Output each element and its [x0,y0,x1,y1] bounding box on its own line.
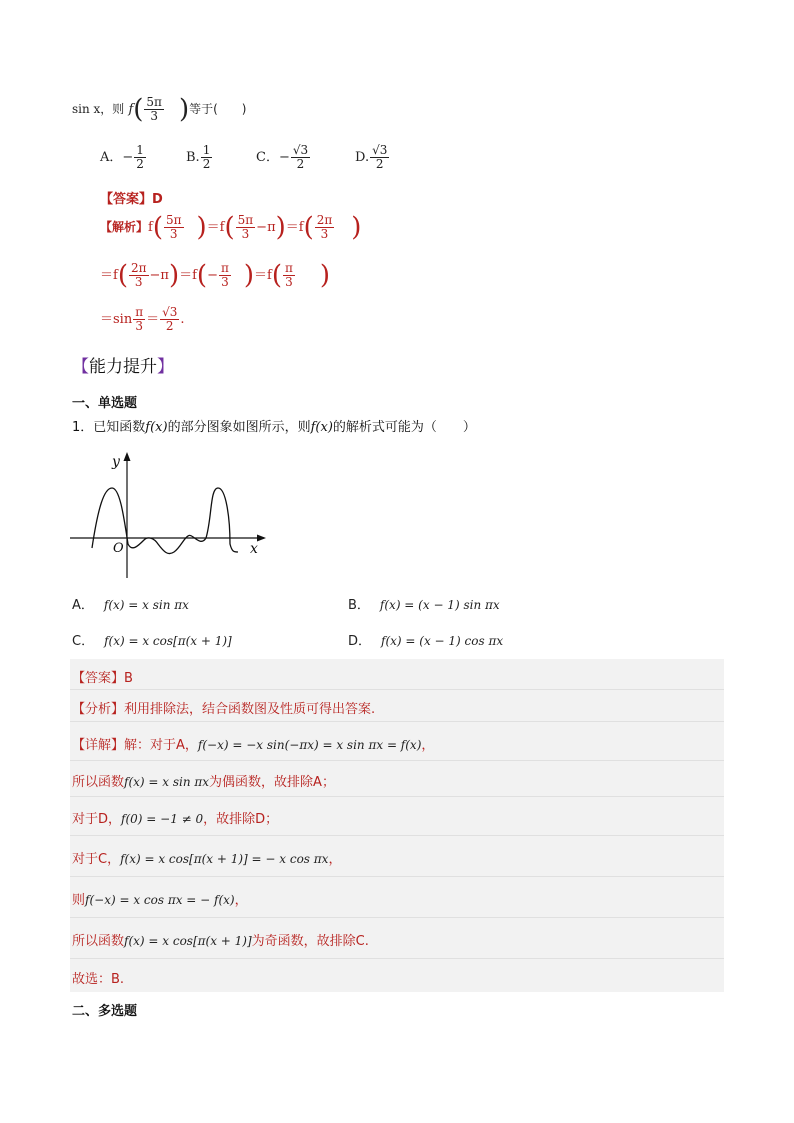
q1-option-b[interactable]: B． f(x) = (x − 1) sin πx [348,598,500,613]
q0-analysis-line-1: 【解析】f( $\frac{5\pi}{3}$ )＝f( $\frac{5\pi}{3}$ −π)＝f( $\frac{2\pi}{3}$ ) [100,212,362,243]
subsection-multiple-choice: 二、多选题 [72,1004,138,1019]
divider [70,876,724,877]
solution-detail-6: 所以函数f(x) = x cos[π(x + 1)]为奇函数，故排除C. [72,934,369,949]
q0-option-d[interactable]: D. $\frac{√3}{2}$ [355,143,388,172]
q1-option-a[interactable]: A． f(x) = x sin πx [72,598,189,613]
frac: $\frac{5\pi}{3}$ [146,95,162,124]
solution-detail-5: 则f(−x) = x cos πx = − f(x)， [72,893,248,908]
y-axis-label: y [112,454,120,470]
section-heading: 【能力提升】 [72,357,174,377]
divider [70,958,724,959]
divider [70,721,724,722]
q1-stem: 1．已知函数f(x)的部分图象如图所示，则f(x)的解析式可能为（ ） [72,420,476,435]
solution-detail-4: 对于C，f(x) = x cos[π(x + 1)] = − x cos πx， [72,852,342,867]
divider [70,835,724,836]
q0-stem: sin x，则 f( $\frac{5\pi}{3}$ )等于( ) [72,94,247,125]
q0-option-b[interactable]: B. $\frac{1}{2}$ [186,143,211,172]
x-axis-label: x [250,541,258,557]
origin-label: O [113,541,124,556]
q1-option-d[interactable]: D． f(x) = (x − 1) cos πx [348,634,504,649]
q0-option-a[interactable]: A．− $\frac{1}{2}$ [100,143,144,172]
divider [70,917,724,918]
q0-answer: 【答案】D [100,192,163,207]
solution-conclusion: 故选：B. [72,972,125,987]
x-axis-arrow-icon [257,535,266,542]
subsection-single-choice: 一、单选题 [72,396,138,411]
solution-analysis: 【分析】利用排除法，结合函数图及性质可得出答案. [72,702,376,717]
q1-option-c[interactable]: C． f(x) = x cos[π(x + 1)] [72,634,232,649]
q0-analysis-line-3: ＝sin $\frac{\pi}{3}$ ＝ $\frac{√3}{2}$ . [100,305,185,334]
divider [70,796,724,797]
solution-answer: 【答案】B [72,671,133,686]
divider [70,689,724,690]
solution-detail-1: 【详解】解：对于A，f(−x) = −x sin(−πx) = x sin πx = f(x)， [72,738,435,753]
solution-detail-3: 对于D，f(0) = −1 ≠ 0，故排除D； [72,812,279,827]
divider [70,760,724,761]
q0-analysis-line-2: ＝f( $\frac{2\pi}{3}$ −π)＝f(− $\frac{\pi}{3}$ )＝f( $\frac{\pi}{3}$ ) [100,260,331,291]
y-axis-arrow-icon [124,452,131,461]
solution-detail-2: 所以函数f(x) = x sin πx为偶函数，故排除A； [72,775,335,790]
q0-option-c[interactable]: C．− $\frac{√3}{2}$ [256,143,309,172]
q1-function-graph [68,448,274,584]
